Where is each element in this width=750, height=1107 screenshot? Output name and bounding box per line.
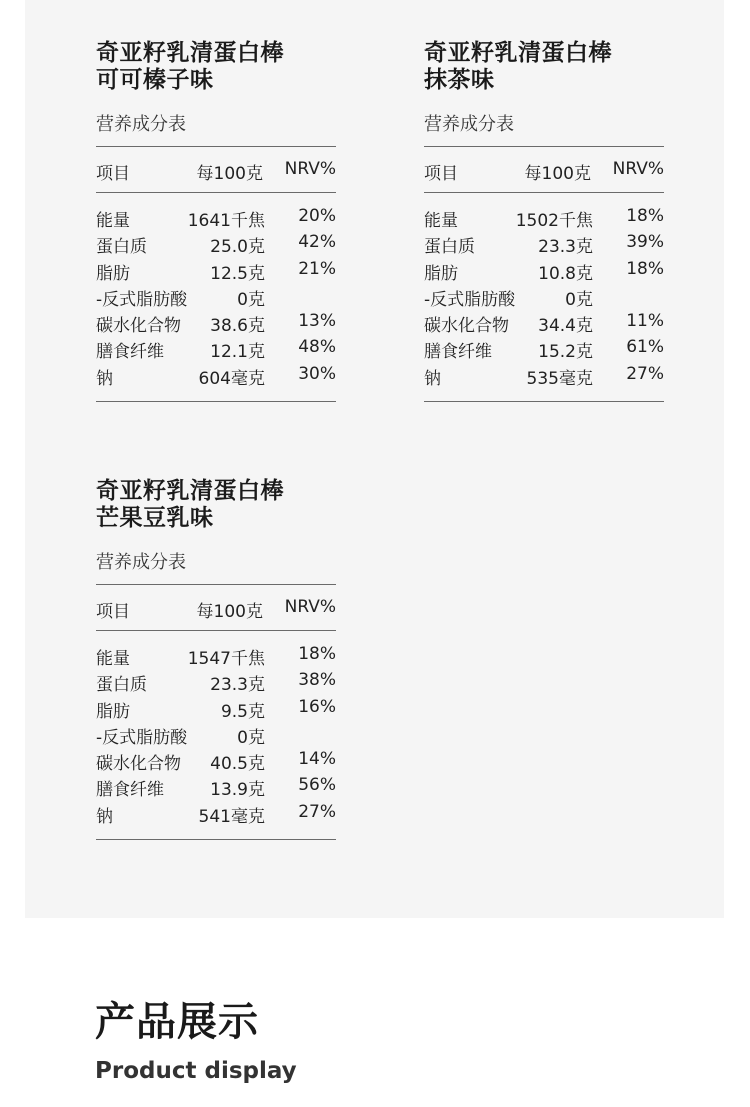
nutrient-name: 脂肪 [424, 263, 458, 284]
header-item: 项目 [424, 164, 458, 184]
table-row [424, 205, 664, 231]
table-row [96, 363, 336, 389]
nutrient-value: 1502千焦 [515, 211, 593, 231]
table-row [424, 310, 664, 336]
nutrient-value: 604毫克 [198, 368, 265, 389]
section-title: 产品展示 [95, 999, 259, 1045]
nutrient-value: 0克 [565, 289, 593, 310]
header-item: 项目 [96, 164, 130, 184]
nutrient-name: 能量 [424, 211, 458, 231]
nutrition-card-cocoa-hazelnut [96, 40, 336, 402]
header-per100g: 每100克 [524, 164, 591, 184]
nutrient-name: 蛋白质 [424, 237, 475, 258]
nutrient-name: -反式脂肪酸 [96, 289, 188, 310]
nutrition-table-caption: 营养成分表 [96, 114, 186, 135]
product-flavor: 可可榛子味 [96, 67, 214, 93]
table-row [96, 205, 336, 231]
nutrition-card-matcha [424, 40, 664, 402]
nutrient-nrv: 27% [626, 363, 664, 384]
nutrient-name: -反式脂肪酸 [424, 289, 516, 310]
product-title-line1: 奇亚籽乳清蛋白棒 [96, 40, 284, 66]
nutrient-value: 1547千焦 [187, 649, 265, 669]
table-body [96, 631, 336, 839]
nutrient-value: 0克 [237, 289, 265, 310]
table-row [96, 336, 336, 362]
table-row [96, 748, 336, 774]
nutrient-name: 碳水化合物 [424, 316, 509, 337]
nutrient-nrv: 13% [298, 311, 336, 332]
nutrient-name: 钠 [96, 368, 113, 389]
product-flavor: 芒果豆乳味 [96, 505, 214, 531]
product-title [424, 40, 664, 94]
nutrient-nrv: 18% [298, 644, 336, 664]
table-row [424, 336, 664, 362]
header-per100g: 每100克 [196, 602, 263, 622]
nutrition-table-caption: 营养成分表 [96, 552, 186, 573]
nutrition-card-mango-soy [96, 478, 336, 840]
nutrient-nrv: 20% [298, 206, 336, 226]
nutrient-name: 钠 [96, 806, 113, 827]
nutrient-name: 膳食纤维 [424, 342, 492, 363]
nutrient-nrv: 11% [626, 311, 664, 332]
nutrient-value: 13.9克 [210, 780, 265, 801]
nutrient-value: 38.6克 [210, 316, 265, 337]
nutrient-value: 10.8克 [538, 263, 593, 284]
nutrient-name: 能量 [96, 211, 130, 231]
nutrient-nrv: 18% [626, 206, 664, 226]
nutrient-nrv: 61% [626, 337, 664, 358]
table-header [96, 585, 336, 630]
nutrient-value: 34.4克 [538, 316, 593, 337]
table-header [424, 147, 664, 192]
nutrient-value: 15.2克 [538, 342, 593, 363]
table-bottom-divider [96, 401, 336, 402]
nutrient-value: 535毫克 [526, 368, 593, 389]
nutrient-value: 9.5克 [220, 701, 265, 722]
header-nrv: NRV% [284, 159, 336, 179]
nutrient-nrv: 16% [298, 696, 336, 717]
nutrition-table-caption: 营养成分表 [424, 114, 514, 135]
nutrient-name: -反式脂肪酸 [96, 727, 188, 748]
table-row [96, 310, 336, 336]
nutrient-name: 脂肪 [96, 263, 130, 284]
nutrient-nrv: 18% [626, 258, 664, 279]
nutrient-nrv: 14% [298, 749, 336, 770]
table-row [96, 231, 336, 257]
nutrient-nrv: 48% [298, 337, 336, 358]
nutrient-nrv: 56% [298, 775, 336, 796]
nutrient-value: 25.0克 [210, 237, 265, 258]
nutrient-nrv: 21% [298, 258, 336, 279]
table-row [96, 669, 336, 695]
table-row [96, 258, 336, 284]
table-row [424, 231, 664, 257]
nutrient-name: 碳水化合物 [96, 316, 181, 337]
product-title-line1: 奇亚籽乳清蛋白棒 [96, 478, 284, 504]
table-bottom-divider [96, 839, 336, 840]
table-row [424, 363, 664, 389]
table-row [424, 284, 664, 310]
nutrient-nrv: 38% [298, 670, 336, 691]
nutrient-value: 23.3克 [538, 237, 593, 258]
nutrient-value: 12.5克 [210, 263, 265, 284]
product-title [96, 478, 336, 532]
product-title-line1: 奇亚籽乳清蛋白棒 [424, 40, 612, 66]
nutrient-name: 钠 [424, 368, 441, 389]
header-item: 项目 [96, 602, 130, 622]
nutrient-nrv: 42% [298, 232, 336, 253]
nutrient-value: 23.3克 [210, 675, 265, 696]
table-row [96, 801, 336, 827]
table-row [96, 722, 336, 748]
nutrient-value: 0克 [237, 727, 265, 748]
table-row [96, 774, 336, 800]
nutrient-name: 蛋白质 [96, 237, 147, 258]
nutrient-nrv: 39% [626, 232, 664, 253]
table-row [96, 284, 336, 310]
nutrient-name: 碳水化合物 [96, 754, 181, 775]
nutrient-value: 1641千焦 [187, 211, 265, 231]
table-row [96, 643, 336, 669]
nutrient-name: 能量 [96, 649, 130, 669]
product-title [96, 40, 336, 94]
nutrient-name: 膳食纤维 [96, 780, 164, 801]
header-per100g: 每100克 [196, 164, 263, 184]
table-row [424, 258, 664, 284]
nutrient-value: 40.5克 [210, 754, 265, 775]
nutrient-nrv: 30% [298, 363, 336, 384]
table-body [424, 193, 664, 401]
table-row [96, 696, 336, 722]
nutrient-nrv: 27% [298, 801, 336, 822]
nutrient-name: 膳食纤维 [96, 342, 164, 363]
table-body [96, 193, 336, 401]
nutrient-name: 脂肪 [96, 701, 130, 722]
nutrient-value: 12.1克 [210, 342, 265, 363]
product-flavor: 抹茶味 [424, 67, 495, 93]
section-subtitle: Product display [95, 1058, 297, 1084]
nutrient-value: 541毫克 [198, 806, 265, 827]
table-bottom-divider [424, 401, 664, 402]
header-nrv: NRV% [284, 597, 336, 617]
nutrient-name: 蛋白质 [96, 675, 147, 696]
table-header [96, 147, 336, 192]
header-nrv: NRV% [612, 159, 664, 179]
